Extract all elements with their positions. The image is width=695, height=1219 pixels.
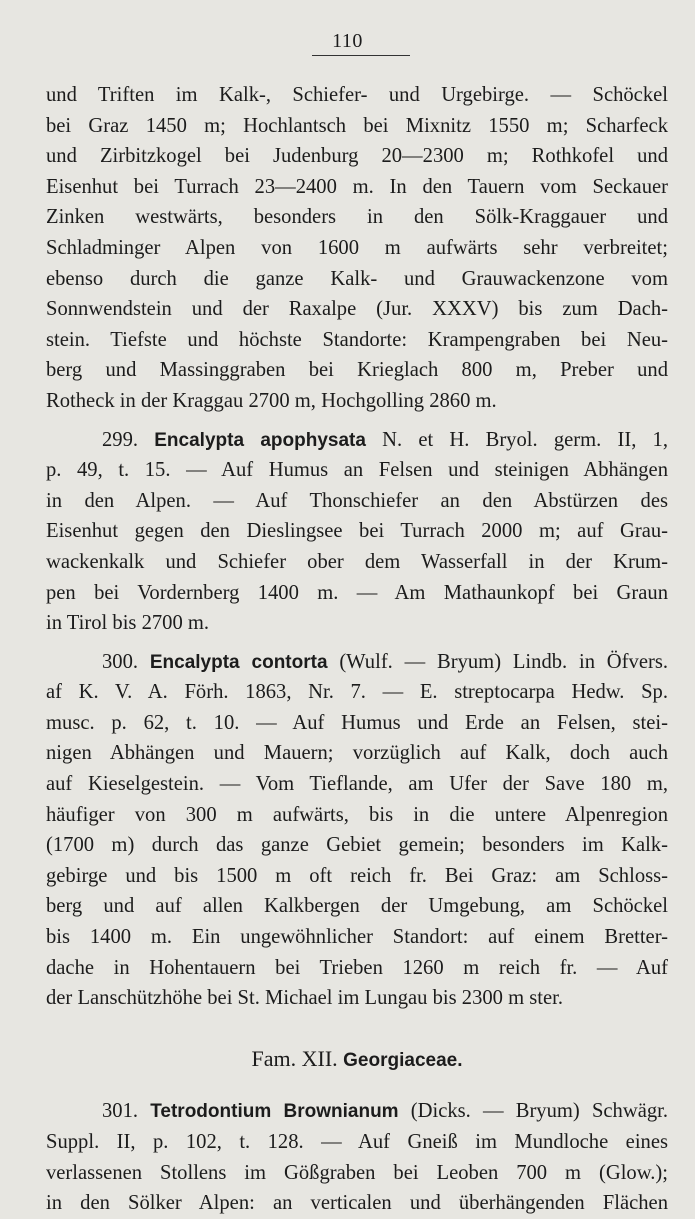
text-line: (1700 m) durch das ganze Gebiet gemein; besonders im Kalk- xyxy=(46,834,668,857)
text-line: Sonnwendstein und der Raxalpe (Jur. XXXV) bis zum Dach- xyxy=(46,298,668,321)
text-line: Suppl. II, p. 102, t. 128. — Auf Gneiß im Mundloche eines xyxy=(46,1131,668,1153)
text-line: häufiger von 300 m aufwärts, bis in die untere Alpenregion xyxy=(46,803,668,826)
text-line: in den Alpen. — Auf Thonschiefer an den Abstürzen des xyxy=(46,489,668,512)
family-prefix: Fam. XII. xyxy=(251,1045,344,1071)
text-line: p. 49, t. 15. — Auf Humus an Felsen und steinigen Abhängen xyxy=(46,459,668,482)
entry-number: 300. xyxy=(102,650,139,673)
page-number: 110 xyxy=(332,30,363,52)
entry-header-line xyxy=(46,1096,668,1127)
entry-citation: (Wulf. — Bryum) Lindb. in Öfvers. xyxy=(327,650,668,673)
entry-citation: (Dicks. — Bryum) Schwägr. xyxy=(398,1100,669,1123)
text-line: bei Graz 1450 m; Hochlantsch bei Mixnitz 1550 m; Scharfeck xyxy=(46,114,668,137)
species-name: Encalypta apophysata xyxy=(154,429,366,451)
text-line: auf Kieselgestein. — Vom Tieflande, am Ufer der Save 180 m, xyxy=(46,773,668,796)
text-line: Rotheck in der Kraggau 2700 m, Hochgolling 2860 m. xyxy=(46,389,497,412)
text-line: gebirge und bis 1500 m oft reich fr. Bei Graz: am Schloss- xyxy=(46,864,668,887)
entry-header-line xyxy=(46,647,668,678)
text-line: Eisenhut gegen den Dieslingsee bei Turrach 2000 m; auf Grau- xyxy=(46,520,668,543)
entry-number: 299. xyxy=(102,428,139,451)
text-line: ebenso durch die ganze Kalk- und Grauwackenzone vom xyxy=(46,267,668,290)
header-rule xyxy=(312,55,410,56)
entry-301 xyxy=(46,1096,668,1218)
entry-300 xyxy=(46,647,668,1014)
entry-header-line xyxy=(46,425,668,456)
text-line: af K. V. A. Förh. 1863, Nr. 7. — E. streptocarpa Hedw. Sp. xyxy=(46,681,668,704)
text-line: stein. Tiefste und höchste Standorte: Krampengraben bei Neu- xyxy=(46,328,668,351)
text-line: der Lanschützhöhe bei St. Michael im Lungau bis 2300 m ster. xyxy=(46,987,564,1010)
text-line: und Zirbitzkogel bei Judenburg 20—2300 m; Rothkofel und xyxy=(46,145,668,168)
entry-citation: N. et H. Bryol. germ. II, 1, xyxy=(365,428,668,451)
text-line: bis 1400 m. Ein ungewöhnlicher Standort: auf einem Bretter- xyxy=(46,926,668,949)
text-line: Schladminger Alpen von 1600 m aufwärts sehr verbreitet; xyxy=(46,236,668,259)
text-line: in den Sölker Alpen: an verticalen und überhängenden Flächen xyxy=(46,1192,668,1215)
text-line: Zinken westwärts, besonders in den Sölk-Kraggauer und xyxy=(46,206,668,229)
text-line: und Triften im Kalk-, Schiefer- und Urgebirge. — Schöckel xyxy=(46,84,668,106)
text-line: wackenkalk und Schiefer ober dem Wasserfall in der Krum- xyxy=(46,550,668,573)
text-line: musc. p. 62, t. 10. — Auf Humus und Erde an Felsen, stei- xyxy=(46,711,668,734)
family-name: Georgiaceae. xyxy=(343,1049,463,1071)
text-line: dache in Hohentauern bei Trieben 1260 m reich fr. — Auf xyxy=(46,956,668,979)
family-heading xyxy=(46,1044,668,1075)
species-name: Encalypta contorta xyxy=(149,651,328,673)
text-line: in Tirol bis 2700 m. xyxy=(46,612,210,635)
page-body xyxy=(46,80,668,1219)
entry-299 xyxy=(46,425,668,639)
text-line: pen bei Vordernberg 1400 m. — Am Mathaunkopf bei Graun xyxy=(46,581,668,604)
text-line: verlassenen Stollens im Gößgraben bei Leoben 700 m (Glow.); xyxy=(46,1161,668,1184)
entry-number: 301. xyxy=(102,1100,139,1123)
species-name: Tetrodontium Brownianum xyxy=(150,1101,399,1123)
text-line: nigen Abhängen und Mauern; vorzüglich auf Kalk, doch auch xyxy=(46,742,668,765)
text-line: berg und auf allen Kalkbergen der Umgebung, am Schöckel xyxy=(46,895,668,918)
text-line: berg und Massinggraben bei Krieglach 800 m, Preber und xyxy=(46,359,668,382)
intro-paragraph xyxy=(46,80,668,417)
text-line: Eisenhut bei Turrach 23—2400 m. In den Tauern vom Seckauer xyxy=(46,175,668,198)
